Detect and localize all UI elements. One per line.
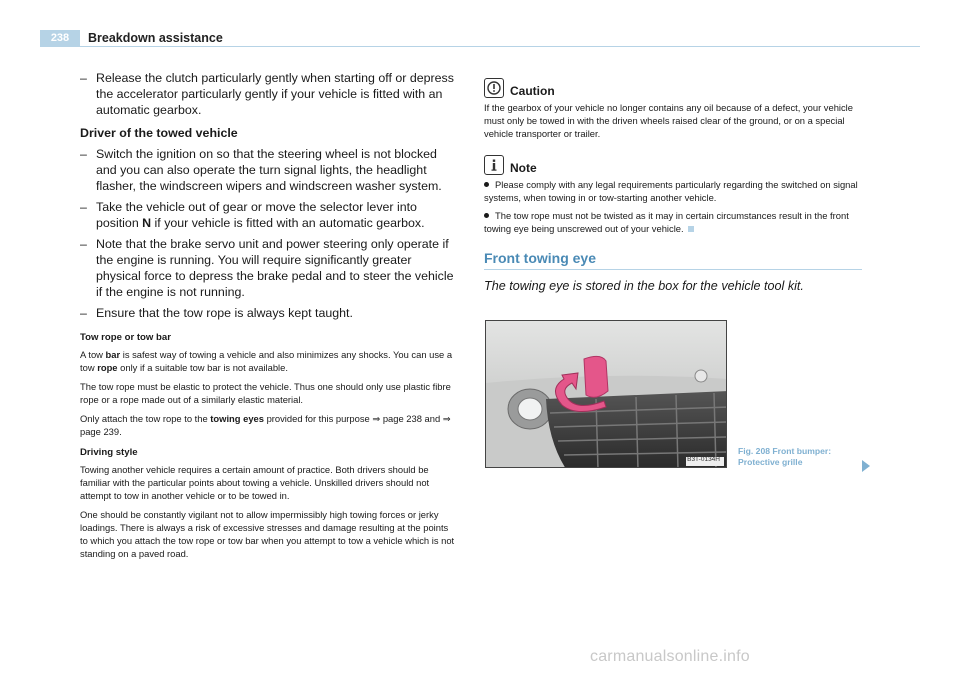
tow-paragraph-1: A tow bar is safest way of towing a vehicle and also minimizes any shocks. You can use a tow rope only if a suitable tow bar is not available. (80, 349, 453, 373)
figure-front-bumper (485, 320, 727, 468)
note-icon (484, 155, 504, 175)
list-item-brake: – Note that the brake servo unit and power steering only operate if the engine is running. You will require significantly greater physical force to depress the brake pedal and to steer the vehicle if the engine is not running. (80, 236, 458, 300)
bullet-dot (484, 182, 489, 187)
note-bullet-2: The tow rope must not be twisted as it may in certain circumstances result in the front towing eye being unscrewed out of your vehicle. (484, 210, 849, 234)
bullet-dot (484, 213, 489, 218)
chapter-title: Breakdown assistance (88, 31, 223, 45)
tow-paragraph-2: The tow rope must be elastic to protect the vehicle. Thus one should only use plastic fibre rope or a rope made out of a similarly elastic material. (80, 381, 451, 405)
caution-header (484, 78, 862, 98)
driver-heading: Driver of the towed vehicle (80, 126, 238, 140)
left-column (80, 70, 458, 566)
tow-paragraph-3: Only attach the tow rope to the towing eyes provided for this purpose ⇒ page 238 and ⇒ page 239. (80, 413, 451, 437)
caution-text: If the gearbox of your vehicle no longer contains any oil because of a defect, your vehicle must only be towed in with the driven wheels raised clear of the ground, or on a special vehicle transporter or trailer. (484, 102, 853, 139)
tow-heading: Tow rope or tow bar (80, 332, 171, 343)
figure-caption: Fig. 208 Front bumper: Protective grille (738, 446, 832, 467)
caution-title: Caution (510, 84, 555, 98)
right-column (484, 78, 862, 295)
page-number: 238 (40, 30, 80, 46)
note-title: Note (510, 161, 537, 175)
watermark: carmanualsonline.info (590, 648, 750, 665)
note-header (484, 155, 862, 175)
style-paragraph-1: Towing another vehicle requires a certain amount of practice. Both drivers should be familiar with the particular points about towing a vehicle. Unskilled drivers should not attempt to tow in another vehicle or to be towed in. (80, 464, 430, 501)
caution-icon (484, 78, 504, 98)
continue-arrow-icon (862, 460, 870, 472)
section-title: Front towing eye (484, 250, 596, 266)
header-rule (40, 46, 920, 47)
note-bullet-1: Please comply with any legal requirements particularly regarding the switched on signal systems, when towing in or tow-starting another vehicle. (484, 179, 858, 203)
list-item-clutch: – Release the clutch particularly gently when starting off or depress the accelerator particularly gently if your vehicle is fitted with an automatic gearbox. (80, 70, 458, 118)
style-paragraph-2: One should be constantly vigilant not to allow impermissibly high towing forces or jerky loadings. There is always a risk of excessive stresses and damage resulting at the points to which you attach the tow rope or tow bar when you attempt to tow a vehicle which is not standing on a paved road. (80, 509, 455, 559)
page-header (40, 28, 920, 48)
bumper-illustration (486, 321, 727, 468)
section-lead: The towing eye is stored in the box for the vehicle tool kit. (484, 279, 804, 293)
style-heading: Driving style (80, 447, 138, 458)
list-item-gear: – Take the vehicle out of gear or move the selector lever into position N if your vehicle is fitted with an automatic gearbox. (80, 199, 458, 231)
section-rule (484, 269, 862, 270)
figure-code: B3T-0134H (687, 456, 720, 463)
list-item-ignition: – Switch the ignition on so that the steering wheel is not blocked and you can also operate the turn signal lights, the headlight flasher, the windscreen wipers and windscreen washer system. (80, 146, 458, 194)
list-item-rope: – Ensure that the tow rope is always kept taught. (80, 305, 458, 321)
end-marker-icon (688, 226, 694, 232)
